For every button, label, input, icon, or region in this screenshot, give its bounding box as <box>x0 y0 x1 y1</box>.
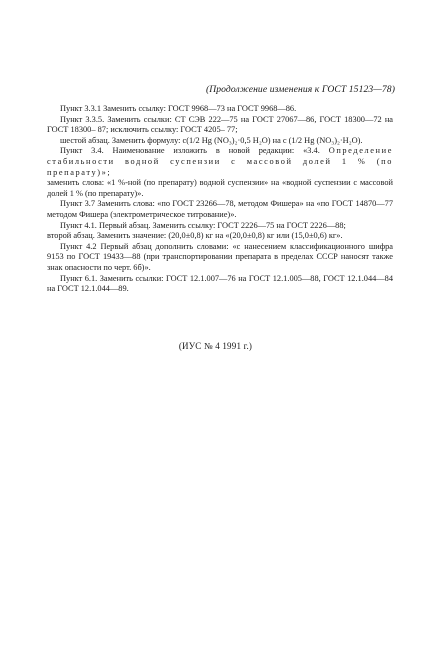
paragraph-3-4-lead: Пункт 3.4. Наименование изложить в новой редакции: «3.4. <box>60 146 320 156</box>
paragraph-3-4 <box>47 146 393 178</box>
paragraph-3-3-1: Пункт 3.3.1 Заменить ссылку: ГОСТ 9968—73 на ГОСТ 9968—86. <box>60 104 297 113</box>
paragraph-3-3-5: Пункт 3.3.5. Заменить ссылки: СТ СЭВ 222—75 на ГОСТ 27067—86, ГОСТ 18300—72 на ГОСТ 18300– 87; исключить ссылку: ГОСТ 4205– 77; <box>47 114 393 135</box>
paragraph-replace-words: заменить слова: «1 %-ной (по препарату) водной суспензии» на «водной суспензии с массовой долей 1 % (по препарату)». <box>47 178 393 198</box>
paragraph-formula: шестой абзац. Заменить формулу: c(1/2 Hg (NO₃)₂·0,5 H₂O) на c (1/2 Hg (NO₃)₂·H₂O). <box>60 135 363 145</box>
paragraph-4-1: Пункт 4.1. Первый абзац. Заменить ссылку: ГОСТ 2226—75 на ГОСТ 2226—88; <box>60 220 346 230</box>
paragraph-second: второй абзац. Заменить значение: (20,0±0,8) кг на «(20,0±0,8) кг или (15,0±0,6) кг». <box>47 231 343 241</box>
paragraph-3-7: Пункт 3.7 Заменить слова: «по ГОСТ 23266—78, методом Фишера» на «по ГОСТ 14870—77 методом Фишера (электрометрическое титрование)». <box>47 199 393 219</box>
paragraph-4-2: Пункт 4.2 Первый абзац дополнить словами: «с нанесением классификационного шифра 9153 по ГОСТ 19433—88 (при транспортировании препарата в пределах СССР наносят также знак опасности по черт. 6б)». <box>47 241 393 272</box>
ius-footer: (ИУС № 4 1991 г.) <box>178 341 253 351</box>
document-body <box>47 104 393 295</box>
paragraph-3-4-title: Определение стабильности водной суспензии с массовой долей 1 % (по препарату)»; <box>47 146 393 177</box>
continuation-header: (Продолжение изменения к ГОСТ 15123—78) <box>205 84 395 95</box>
paragraph-6-1: Пункт 6.1. Заменить ссылки: ГОСТ 12.1.007—76 на ГОСТ 12.1.005—88, ГОСТ 12.1.044—84 на ГОСТ 12.1.044—89. <box>47 273 393 294</box>
